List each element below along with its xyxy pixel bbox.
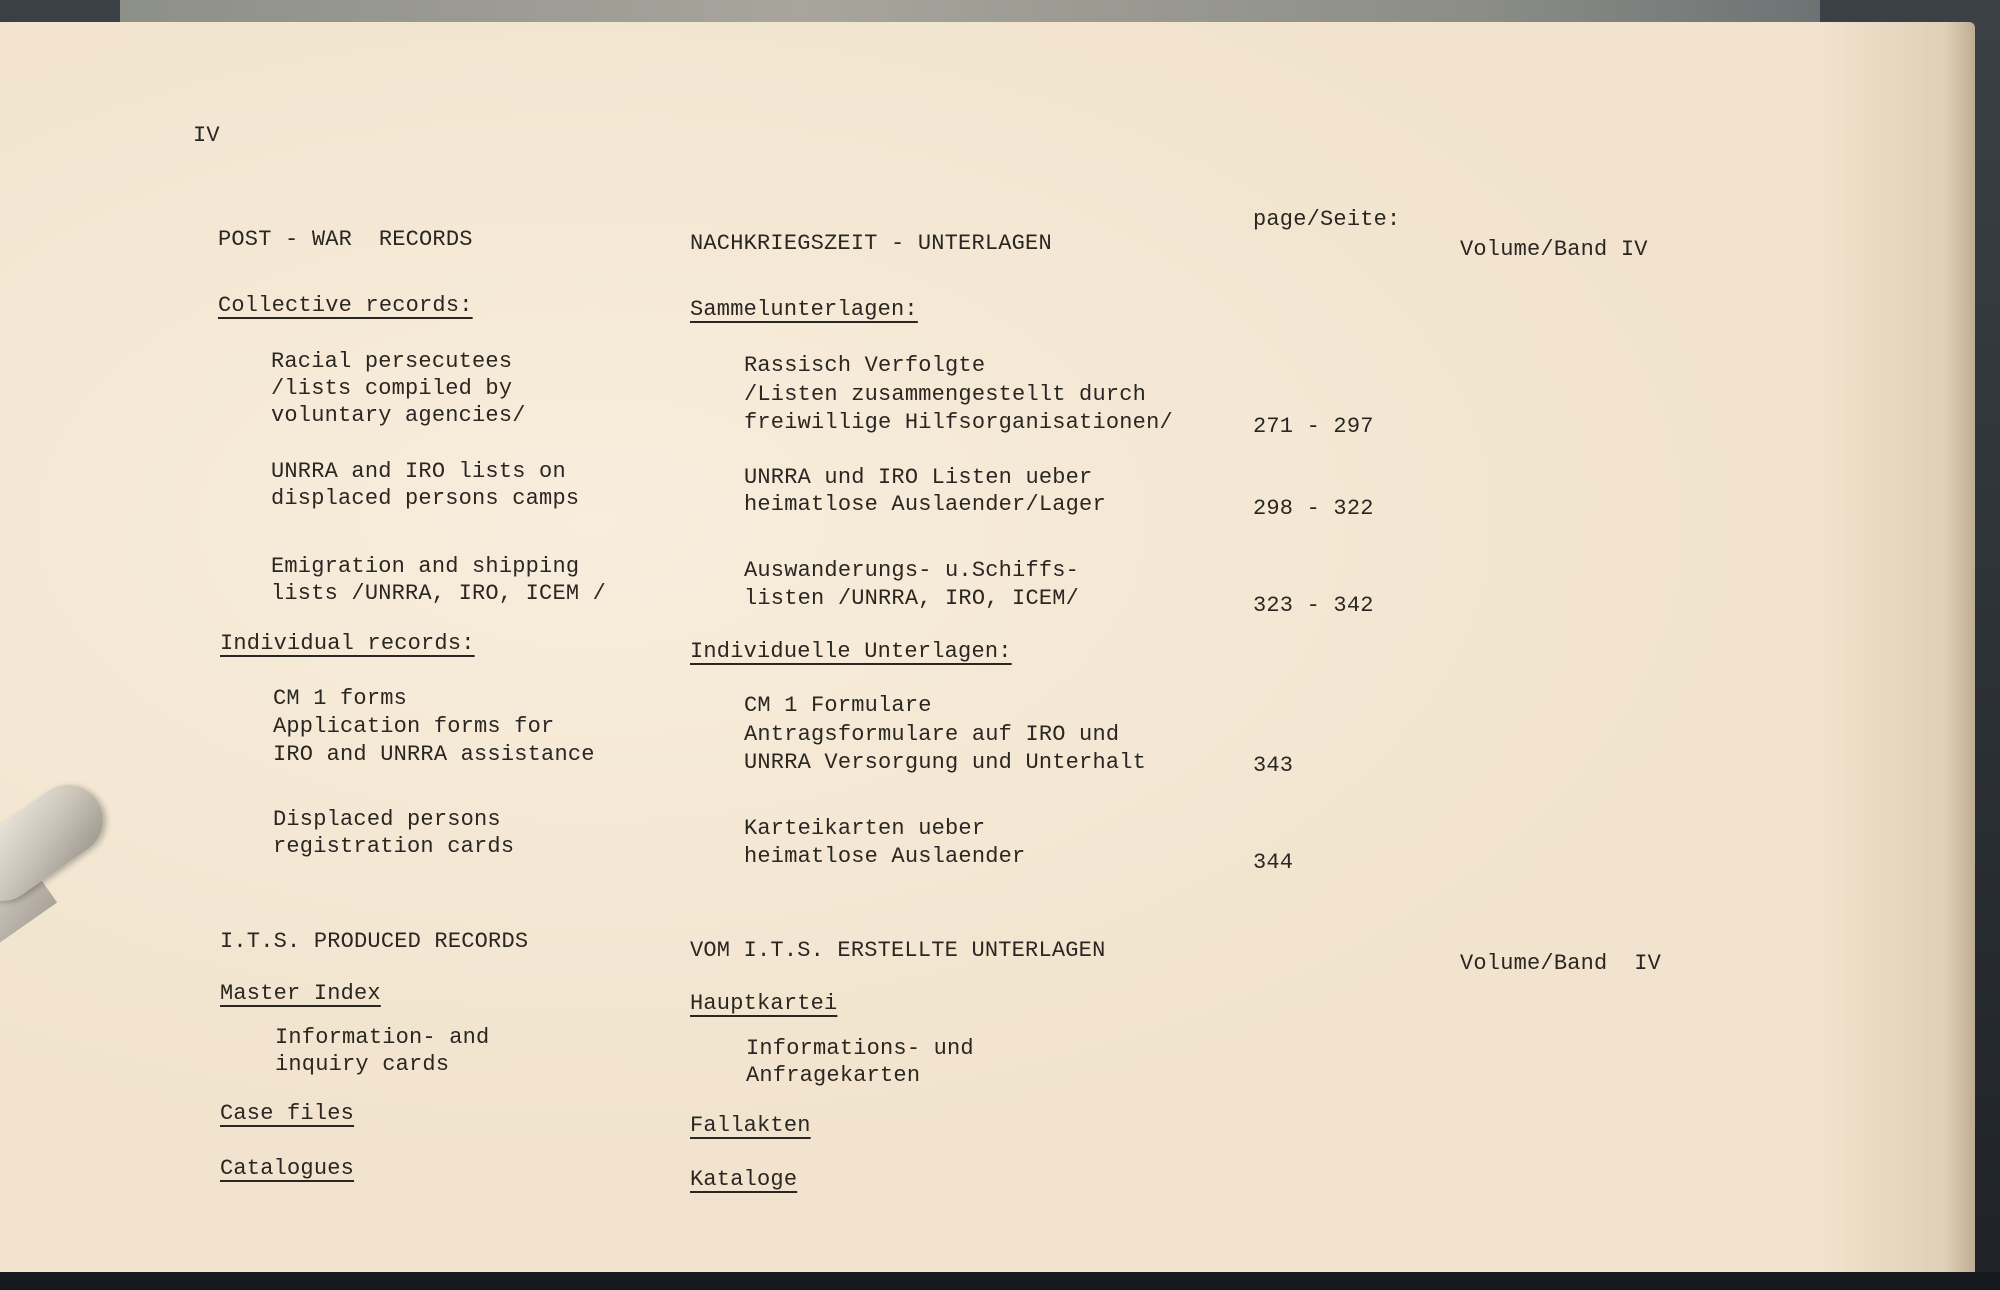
page-range: 343 (1253, 753, 1294, 778)
entry-de-line: Karteikarten ueber (744, 816, 986, 841)
entry-de-line: Antragsformulare auf IRO und (744, 722, 1120, 747)
entry-en-line: voluntary agencies/ (271, 403, 526, 428)
entry-en-line: lists /UNRRA, IRO, ICEM / (271, 581, 607, 606)
entry-de-line: Anfragekarten (746, 1063, 921, 1088)
binder-top-edge (120, 0, 1820, 24)
page-column-label: page/Seite: (1253, 207, 1401, 232)
entry-de-line: Informations- und (746, 1036, 974, 1061)
entry-de-line: CM 1 Formulare (744, 693, 932, 718)
entry-de-line: Auswanderungs- u.Schiffs- (744, 558, 1080, 583)
master-index-heading-en: Master Index (220, 981, 381, 1006)
its-title-de: VOM I.T.S. ERSTELLTE UNTERLAGEN (690, 938, 1106, 963)
page-range: 323 - 342 (1253, 593, 1374, 618)
bottom-edge-shadow (0, 1272, 2000, 1290)
page-number: IV (193, 123, 220, 148)
page-fold-shadow (1945, 22, 1975, 1272)
entry-de-line: /Listen zusammengestellt durch (744, 382, 1147, 407)
entry-en-line: Racial persecutees (271, 349, 513, 374)
its-title-en: I.T.S. PRODUCED RECORDS (220, 929, 529, 954)
case-files-heading-de: Fallakten (690, 1113, 811, 1138)
page-range: 344 (1253, 850, 1294, 875)
entry-en-line: Emigration and shipping (271, 554, 580, 579)
entry-en-line: Information- and (275, 1025, 490, 1050)
entry-de-line: freiwillige Hilfsorganisationen/ (744, 410, 1173, 435)
entry-en-line: /lists compiled by (271, 376, 513, 401)
entry-de-line: listen /UNRRA, IRO, ICEM/ (744, 586, 1080, 611)
entry-en-line: IRO and UNRRA assistance (273, 742, 595, 767)
collective-heading-en: Collective records: (218, 293, 473, 318)
entry-de-line: heimatlose Auslaender/Lager (744, 492, 1106, 517)
individual-heading-de: Individuelle Unterlagen: (690, 639, 1012, 664)
collective-heading-de: Sammelunterlagen: (690, 297, 918, 322)
volume-label: Volume/Band IV (1460, 237, 1648, 262)
entry-de-line: UNRRA und IRO Listen ueber (744, 465, 1093, 490)
entry-en-line: CM 1 forms (273, 686, 408, 711)
catalogues-heading-de: Kataloge (690, 1167, 798, 1192)
case-files-heading-en: Case files (220, 1101, 355, 1126)
individual-heading-en: Individual records: (220, 631, 475, 656)
entry-en-line: Application forms for (273, 714, 555, 739)
title-en: POST - WAR RECORDS (218, 227, 473, 252)
page-range: 298 - 322 (1253, 496, 1374, 521)
its-volume-label: Volume/Band IV (1460, 951, 1662, 976)
entry-en-line: UNRRA and IRO lists on (271, 459, 566, 484)
master-index-heading-de: Hauptkartei (690, 991, 838, 1016)
entry-de-line: heimatlose Auslaender (744, 844, 1026, 869)
page-range: 271 - 297 (1253, 414, 1374, 439)
entry-de-line: UNRRA Versorgung und Unterhalt (744, 750, 1147, 775)
entry-en-line: displaced persons camps (271, 486, 580, 511)
entry-en-line: inquiry cards (275, 1052, 450, 1077)
entry-en-line: Displaced persons (273, 807, 501, 832)
title-de: NACHKRIEGSZEIT - UNTERLAGEN (690, 231, 1052, 256)
catalogues-heading-en: Catalogues (220, 1156, 355, 1181)
entry-de-line: Rassisch Verfolgte (744, 353, 986, 378)
entry-en-line: registration cards (273, 834, 515, 859)
